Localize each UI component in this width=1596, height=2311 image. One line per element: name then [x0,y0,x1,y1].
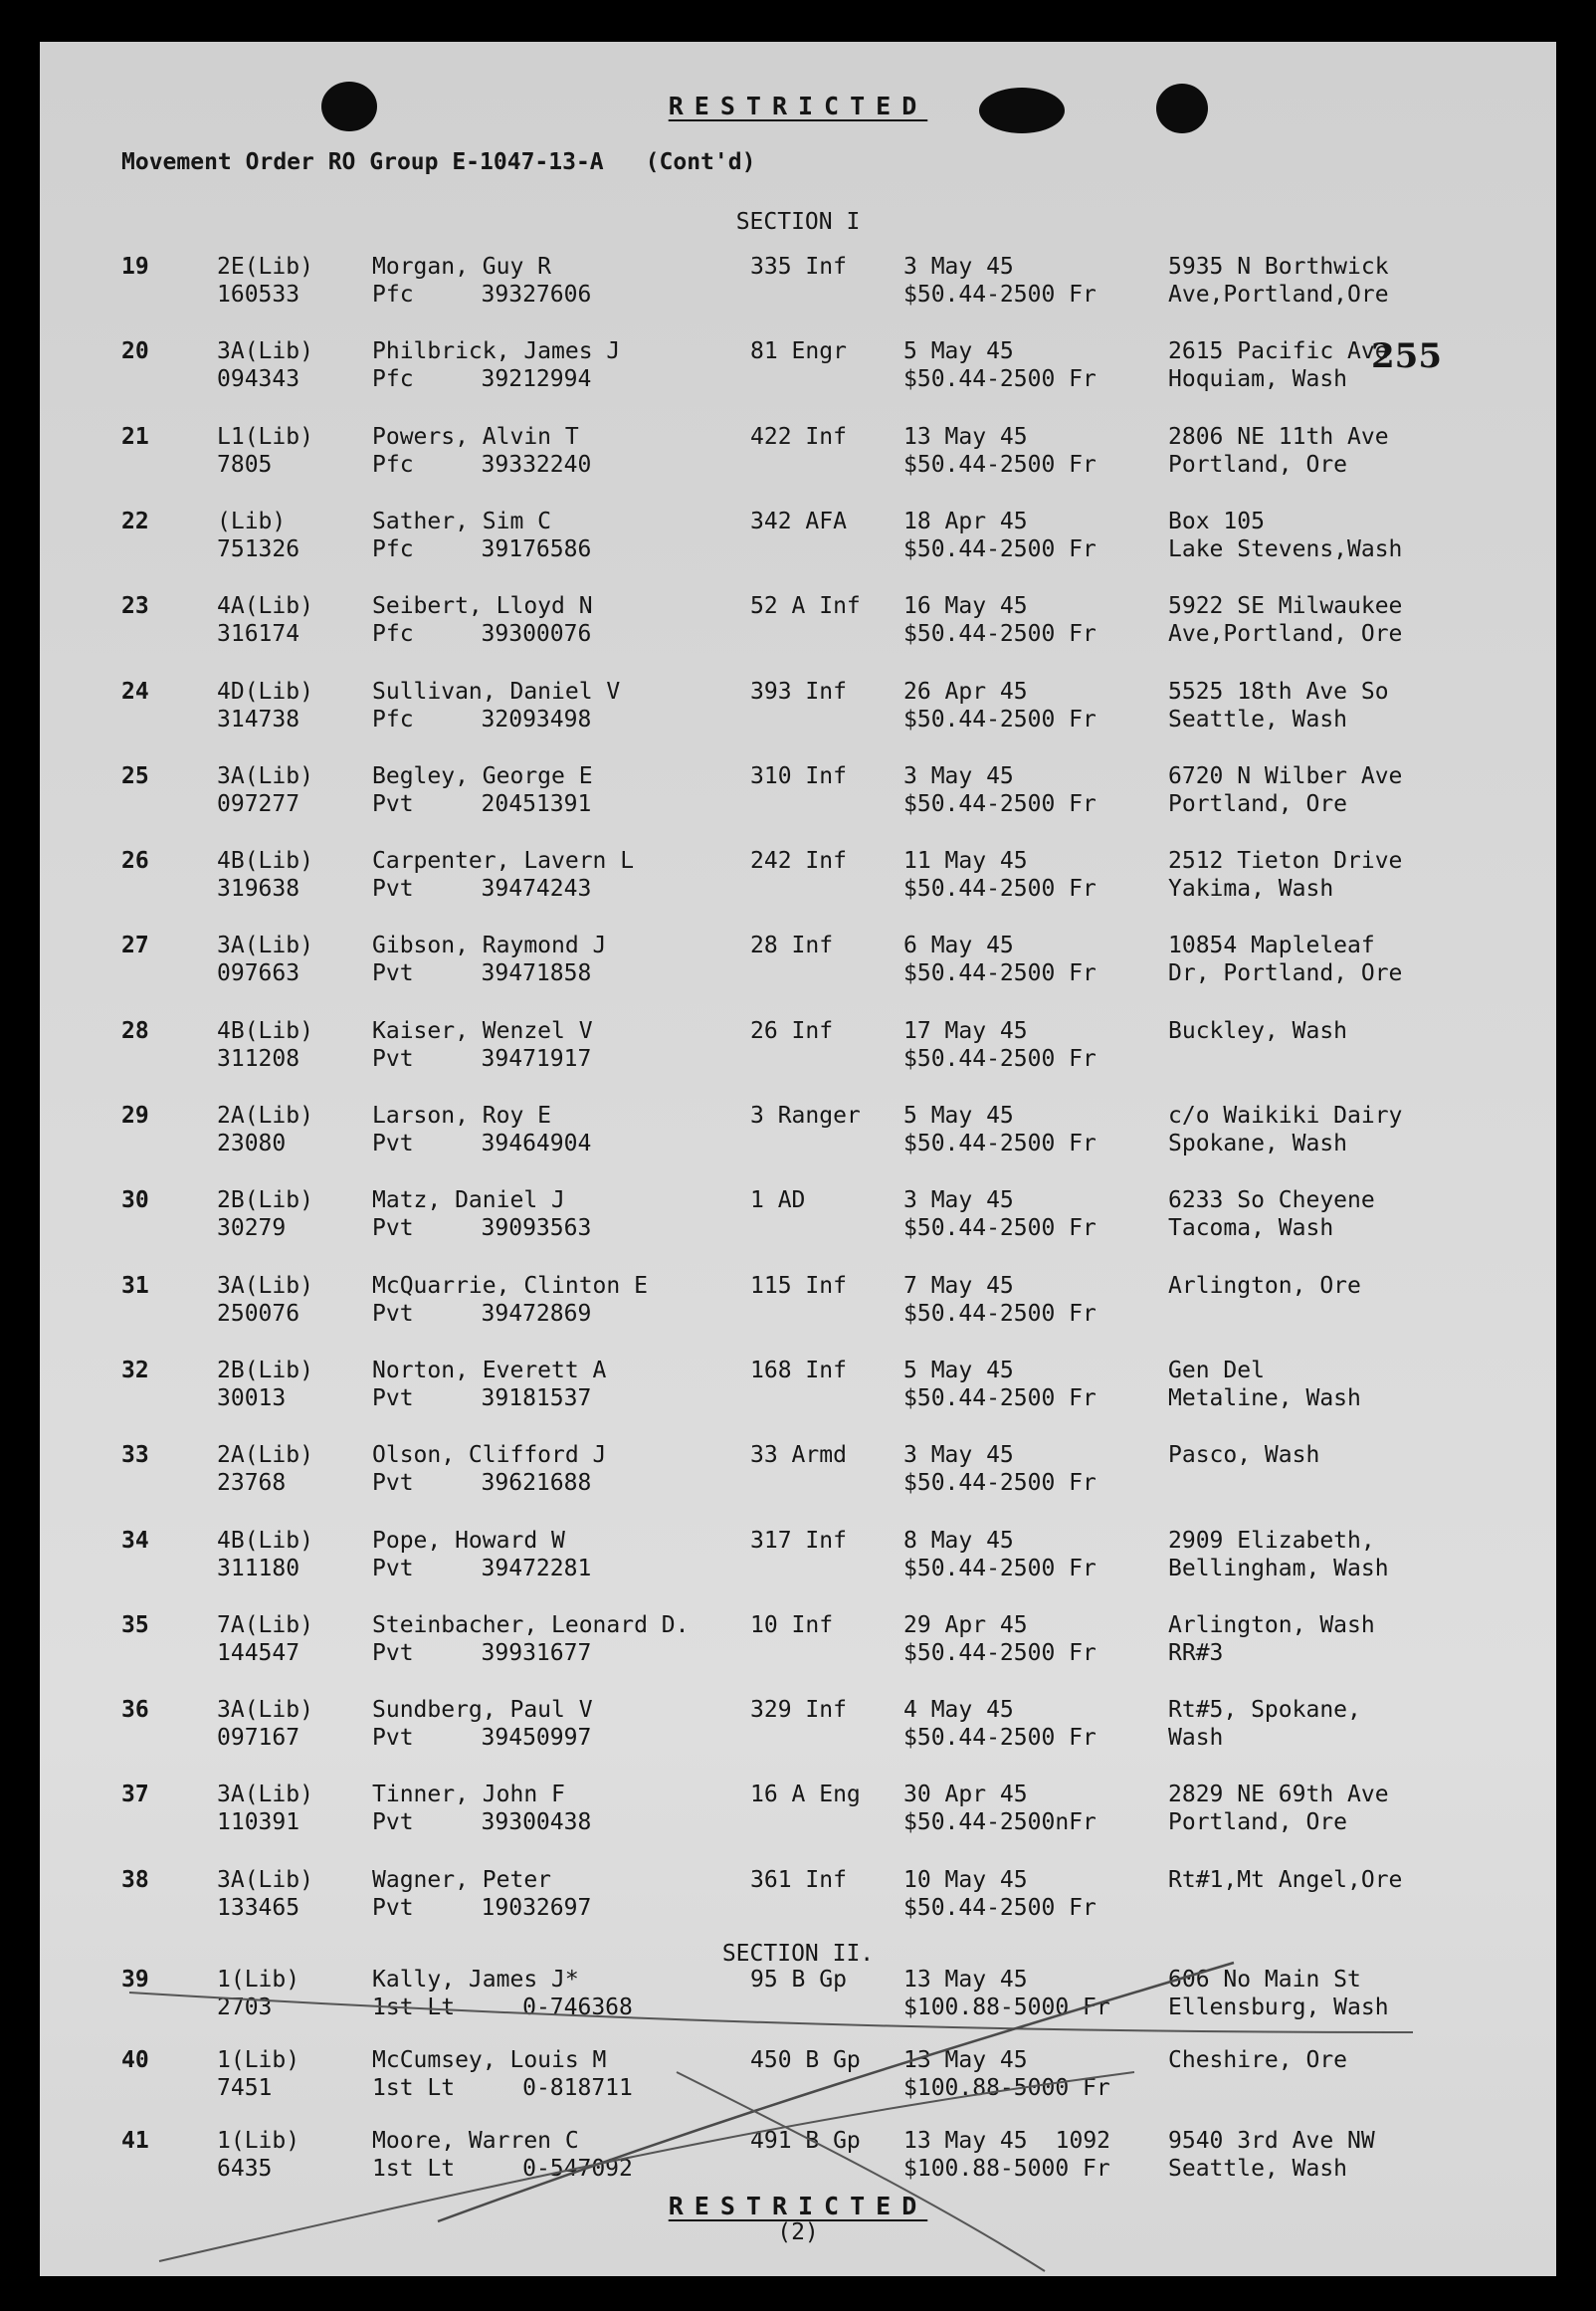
address-line-2: Portland, Ore [1168,452,1348,478]
address-line-2: Portland, Ore [1168,1809,1348,1835]
id-code: 094343 [217,366,300,392]
pay: $50.44-2500 Fr [903,1556,1097,1581]
id-code: 144547 [217,1640,300,1666]
unit: 115 Inf [750,1273,847,1299]
soldier-name: Morgan, Guy R [372,254,552,280]
row-number: 20 [121,338,149,364]
serial-number: 39472869 [481,1301,592,1327]
date: 13 May 45 [903,2128,1028,2154]
pay: $50.44-2500 Fr [903,1385,1097,1411]
address-line-2: Lake Stevens,Wash [1168,536,1403,562]
serial-number: 39176586 [481,536,592,562]
address-line-1: Cheshire, Ore [1168,2047,1348,2073]
address-line-2: RR#3 [1168,1640,1224,1666]
class-code: 3A(Lib) [217,1782,313,1807]
rank: Pvt [372,1131,414,1156]
unit: 422 Inf [750,424,847,450]
pay: $50.44-2500 Fr [903,366,1097,392]
class-code: 1(Lib) [217,2128,300,2154]
class-code: 4B(Lib) [217,1528,313,1554]
class-code: 3A(Lib) [217,933,313,958]
class-code: 3A(Lib) [217,1867,313,1893]
pay: $100.88-5000 Fr [903,2075,1110,2101]
rank: Pfc [372,452,414,478]
address-line-2: Seattle, Wash [1168,2156,1348,2182]
serial-number: 39450997 [481,1725,592,1751]
date: 3 May 45 [903,254,1014,280]
rank: 1st Lt [372,2075,456,2101]
serial-number: 39471917 [481,1046,592,1072]
unit: 242 Inf [750,848,847,874]
address-line-1: c/o Waikiki Dairy [1168,1103,1403,1129]
address-line-2: Dr, Portland, Ore [1168,960,1403,986]
soldier-name: Kaiser, Wenzel V [372,1018,593,1044]
row-number: 29 [121,1103,149,1129]
class-code: 2A(Lib) [217,1103,313,1129]
rank: Pvt [372,1301,414,1327]
pay: $50.44-2500 Fr [903,960,1097,986]
date: 3 May 45 [903,763,1014,789]
id-code: 311208 [217,1046,300,1072]
rank: Pfc [372,366,414,392]
unit: 168 Inf [750,1358,847,1383]
id-code: 316174 [217,621,300,647]
date-extra: 1092 [1055,2128,1111,2154]
date: 7 May 45 [903,1273,1014,1299]
serial-number: 39212994 [481,366,592,392]
address-line-1: Rt#1,Mt Angel,Ore [1168,1867,1403,1893]
pay: $50.44-2500 Fr [903,621,1097,647]
rank: Pvt [372,1385,414,1411]
class-code: 7A(Lib) [217,1612,313,1638]
serial-number: 20451391 [481,791,592,817]
soldier-name: Pope, Howard W [372,1528,565,1554]
row-number: 25 [121,763,149,789]
class-code: 2B(Lib) [217,1187,313,1213]
serial-number: 39474243 [481,876,592,902]
row-number: 35 [121,1612,149,1638]
address-line-1: 2512 Tieton Drive [1168,848,1403,874]
class-code: 4B(Lib) [217,848,313,874]
row-number: 36 [121,1697,149,1723]
soldier-name: Norton, Everett A [372,1358,607,1383]
date: 13 May 45 [903,2047,1028,2073]
unit: 491 B Gp [750,2128,861,2154]
date: 3 May 45 [903,1442,1014,1468]
date: 26 Apr 45 [903,679,1028,705]
row-number: 33 [121,1442,149,1468]
rank: Pvt [372,791,414,817]
unit: 317 Inf [750,1528,847,1554]
serial-number: 39300076 [481,621,592,647]
id-code: 6435 [217,2156,273,2182]
address-line-1: Rt#5, Spokane, [1168,1697,1361,1723]
class-code: (Lib) [217,509,287,534]
pay: $50.44-2500 Fr [903,1215,1097,1241]
rank: Pvt [372,1046,414,1072]
address-line-1: 2806 NE 11th Ave [1168,424,1389,450]
class-code: L1(Lib) [217,424,313,450]
rank: Pvt [372,960,414,986]
soldier-name: Tinner, John F [372,1782,565,1807]
id-code: 7805 [217,452,273,478]
date: 13 May 45 [903,424,1028,450]
rank: Pfc [372,707,414,733]
address-line-1: 2615 Pacific Ave [1168,338,1389,364]
id-code: 250076 [217,1301,300,1327]
rank: Pvt [372,1895,414,1921]
unit: 26 Inf [750,1018,834,1044]
pay: $50.44-2500 Fr [903,1895,1097,1921]
date: 18 Apr 45 [903,509,1028,534]
id-code: 110391 [217,1809,300,1835]
serial-number: 39300438 [481,1809,592,1835]
class-code: 4B(Lib) [217,1018,313,1044]
unit: 81 Engr [750,338,847,364]
pay: $50.44-2500 Fr [903,282,1097,308]
pay: $50.44-2500 Fr [903,876,1097,902]
soldier-name: Matz, Daniel J [372,1187,565,1213]
unit: 16 A Eng [750,1782,861,1807]
unit: 342 AFA [750,509,847,534]
date: 17 May 45 [903,1018,1028,1044]
unit: 95 B Gp [750,1967,847,1993]
class-code: 4A(Lib) [217,593,313,619]
serial-number: 39472281 [481,1556,592,1581]
address-line-1: Box 105 [1168,509,1265,534]
serial-number: 0-547092 [522,2156,633,2182]
unit: 393 Inf [750,679,847,705]
date: 10 May 45 [903,1867,1028,1893]
rank: Pvt [372,1725,414,1751]
pen-strike-marks [40,42,1556,2276]
rank: Pvt [372,1640,414,1666]
rank: 1st Lt [372,2156,456,2182]
unit: 361 Inf [750,1867,847,1893]
serial-number: 39093563 [481,1215,592,1241]
rank: Pvt [372,1556,414,1581]
id-code: 160533 [217,282,300,308]
row-number: 26 [121,848,149,874]
rank: Pfc [372,282,414,308]
date: 5 May 45 [903,338,1014,364]
pay: $50.44-2500 Fr [903,1725,1097,1751]
unit: 33 Armd [750,1442,847,1468]
address-line-2: Metaline, Wash [1168,1385,1361,1411]
id-code: 133465 [217,1895,300,1921]
row-number: 22 [121,509,149,534]
soldier-name: Steinbacher, Leonard D. [372,1612,690,1638]
pay: $50.44-2500 Fr [903,1131,1097,1156]
date: 13 May 45 [903,1967,1028,1993]
id-code: 30279 [217,1215,287,1241]
rank: Pvt [372,1215,414,1241]
serial-number: 39621688 [481,1470,592,1496]
address-line-1: 606 No Main St [1168,1967,1361,1993]
row-number: 32 [121,1358,149,1383]
row-number: 31 [121,1273,149,1299]
date: 5 May 45 [903,1103,1014,1129]
class-code: 1(Lib) [217,1967,300,1993]
order-title: Movement Order RO Group E-1047-13-A [121,149,604,175]
serial-number: 39464904 [481,1131,592,1156]
page-number: (2) [777,2219,819,2245]
serial-number: 0-818711 [522,2075,633,2101]
class-code: 2E(Lib) [217,254,313,280]
class-code: 3A(Lib) [217,763,313,789]
pay: $50.44-2500 Fr [903,1301,1097,1327]
pay: $100.88-5000 Fr [903,1995,1110,2020]
date: 8 May 45 [903,1528,1014,1554]
pay: $50.44-2500 Fr [903,1640,1097,1666]
address-line-1: 5525 18th Ave So [1168,679,1389,705]
address-line-2: Portland, Ore [1168,791,1348,817]
soldier-name: Begley, George E [372,763,593,789]
id-code: 314738 [217,707,300,733]
address-line-2: Hoquiam, Wash [1168,366,1348,392]
row-number: 41 [121,2128,149,2154]
address-line-1: 6720 N Wilber Ave [1168,763,1403,789]
address-line-1: Arlington, Ore [1168,1273,1361,1299]
serial-number: 39332240 [481,452,592,478]
pay: $50.44-2500 Fr [903,791,1097,817]
date: 4 May 45 [903,1697,1014,1723]
pay: $50.44-2500 Fr [903,536,1097,562]
soldier-name: Gibson, Raymond J [372,933,607,958]
id-code: 2703 [217,1995,273,2020]
restricted-heading: RESTRICTED [668,92,928,120]
class-code: 2A(Lib) [217,1442,313,1468]
row-number: 19 [121,254,149,280]
rank: Pvt [372,876,414,902]
unit: 450 B Gp [750,2047,861,2073]
serial-number: 39471858 [481,960,592,986]
section-title: SECTION I [735,209,861,235]
address-line-1: 5935 N Borthwick [1168,254,1389,280]
pay: $50.44-2500 Fr [903,1470,1097,1496]
address-line-1: Buckley, Wash [1168,1018,1348,1044]
section-title: SECTION II. [721,1941,875,1967]
address-line-2: Seattle, Wash [1168,707,1348,733]
soldier-name: Sather, Sim C [372,509,552,534]
address-line-1: 2909 Elizabeth, [1168,1528,1375,1554]
soldier-name: McQuarrie, Clinton E [372,1273,648,1299]
serial-number: 32093498 [481,707,592,733]
address-line-2: Wash [1168,1725,1224,1751]
unit: 335 Inf [750,254,847,280]
date: 3 May 45 [903,1187,1014,1213]
soldier-name: Kally, James J* [372,1967,579,1993]
soldier-name: Sullivan, Daniel V [372,679,621,705]
class-code: 4D(Lib) [217,679,313,705]
address-line-2: Spokane, Wash [1168,1131,1348,1156]
date: 5 May 45 [903,1358,1014,1383]
serial-number: 0-746368 [522,1995,633,2020]
row-number: 40 [121,2047,149,2073]
id-code: 30013 [217,1385,287,1411]
address-line-1: 10854 Mapleleaf [1168,933,1375,958]
address-line-2: Bellingham, Wash [1168,1556,1389,1581]
date: 30 Apr 45 [903,1782,1028,1807]
serial-number: 39181537 [481,1385,592,1411]
soldier-name: Seibert, Lloyd N [372,593,593,619]
unit: 10 Inf [750,1612,834,1638]
unit: 329 Inf [750,1697,847,1723]
address-line-1: Arlington, Wash [1168,1612,1375,1638]
serial-number: 39327606 [481,282,592,308]
pay: $50.44-2500 Fr [903,707,1097,733]
id-code: 311180 [217,1556,300,1581]
row-number: 27 [121,933,149,958]
rank: Pfc [372,621,414,647]
address-line-1: 9540 3rd Ave NW [1168,2128,1375,2154]
rank: Pvt [372,1809,414,1835]
pay: $100.88-5000 Fr [903,2156,1110,2182]
row-number: 39 [121,1967,149,1993]
class-code: 2B(Lib) [217,1358,313,1383]
unit: 3 Ranger [750,1103,861,1129]
address-line-1: 6233 So Cheyene [1168,1187,1375,1213]
soldier-name: Carpenter, Lavern L [372,848,635,874]
soldier-name: Moore, Warren C [372,2128,579,2154]
row-number: 23 [121,593,149,619]
class-code: 1(Lib) [217,2047,300,2073]
address-line-2: Ave,Portland, Ore [1168,621,1403,647]
unit: 310 Inf [750,763,847,789]
page-stamp-number: 255 [1371,336,1442,376]
soldier-name: Olson, Clifford J [372,1442,607,1468]
row-number: 24 [121,679,149,705]
rank: 1st Lt [372,1995,456,2020]
pay: $50.44-2500nFr [903,1809,1097,1835]
address-line-2: Ave,Portland,Ore [1168,282,1389,308]
class-code: 3A(Lib) [217,338,313,364]
restricted-footer: RESTRICTED [668,2192,928,2220]
address-line-2: Yakima, Wash [1168,876,1334,902]
id-code: 23080 [217,1131,287,1156]
address-line-2: Tacoma, Wash [1168,1215,1334,1241]
row-number: 21 [121,424,149,450]
soldier-name: Larson, Roy E [372,1103,552,1129]
serial-number: 19032697 [481,1895,592,1921]
pay: $50.44-2500 Fr [903,452,1097,478]
id-code: 097277 [217,791,300,817]
address-line-1: 2829 NE 69th Ave [1168,1782,1389,1807]
soldier-name: Philbrick, James J [372,338,621,364]
row-number: 30 [121,1187,149,1213]
rank: Pfc [372,536,414,562]
id-code: 097663 [217,960,300,986]
soldier-name: Powers, Alvin T [372,424,579,450]
class-code: 3A(Lib) [217,1697,313,1723]
document-page [40,42,1556,2276]
unit: 52 A Inf [750,593,861,619]
row-number: 34 [121,1528,149,1554]
id-code: 23768 [217,1470,287,1496]
address-line-2: Ellensburg, Wash [1168,1995,1389,2020]
rank: Pvt [372,1470,414,1496]
row-number: 38 [121,1867,149,1893]
soldier-name: Wagner, Peter [372,1867,552,1893]
soldier-name: Sundberg, Paul V [372,1697,593,1723]
continued-label: (Cont'd) [645,149,756,175]
serial-number: 39931677 [481,1640,592,1666]
id-code: 097167 [217,1725,300,1751]
id-code: 751326 [217,536,300,562]
id-code: 7451 [217,2075,273,2101]
date: 11 May 45 [903,848,1028,874]
unit: 28 Inf [750,933,834,958]
address-line-1: 5922 SE Milwaukee [1168,593,1403,619]
row-number: 37 [121,1782,149,1807]
date: 16 May 45 [903,593,1028,619]
date: 6 May 45 [903,933,1014,958]
address-line-1: Pasco, Wash [1168,1442,1320,1468]
unit: 1 AD [750,1187,806,1213]
row-number: 28 [121,1018,149,1044]
soldier-name: McCumsey, Louis M [372,2047,607,2073]
class-code: 3A(Lib) [217,1273,313,1299]
address-line-1: Gen Del [1168,1358,1265,1383]
pay: $50.44-2500 Fr [903,1046,1097,1072]
date: 29 Apr 45 [903,1612,1028,1638]
id-code: 319638 [217,876,300,902]
